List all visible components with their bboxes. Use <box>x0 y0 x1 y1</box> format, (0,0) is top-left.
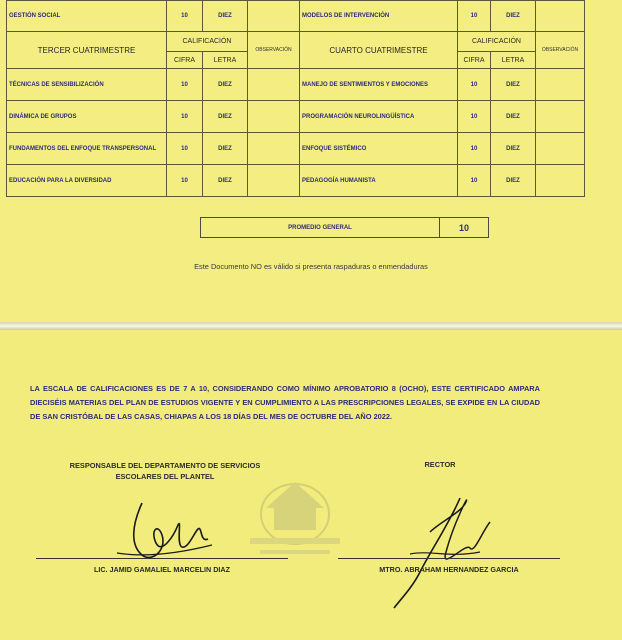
grade-cifra: 10 <box>458 101 491 133</box>
cifra-header: CIFRA <box>167 52 203 69</box>
grade-cifra: 10 <box>167 69 203 101</box>
grade-cifra: 10 <box>167 1 203 32</box>
observation-cell <box>536 69 585 101</box>
grade-letra: DIEZ <box>203 69 248 101</box>
rector-name: MTRO. ABRAHAM HERNANDEZ GARCIA <box>379 565 519 574</box>
grade-cifra: 10 <box>458 133 491 165</box>
services-dept-title-line2: ESCOLARES DEL PLANTEL <box>115 472 215 481</box>
grade-letra: DIEZ <box>491 165 536 197</box>
services-dept-title-line1: RESPONSABLE DEL DEPARTAMENTO DE SERVICIOS <box>69 461 261 470</box>
subject-name: ENFOQUE SISTÉMICO <box>300 133 458 165</box>
term-header-right: CUARTO CUATRIMESTRE <box>300 32 458 69</box>
subject-name: EDUCACIÓN PARA LA DIVERSIDAD <box>7 165 167 197</box>
grading-scale-statement: LA ESCALA DE CALIFICACIONES ES DE 7 A 10, CONSIDERANDO COMO MÍNIMO APROBATORIO 8 (OCHO), ESTE CERTIFICADO AMPARA DIECISÉIS MATERIAS DEL PLAN DE ESTUDIOS VIGENTE Y EN CUMPLIMIENTO A LAS PRESCRIPCIONES LEGALES, SE EXPIDE EN LA CIUDAD DE SAN CRISTÓBAL DE LAS CASAS, CHIAPAS A LOS 18 DÍAS DEL MES DE OCTUBRE DEL AÑO 2022. <box>30 384 540 421</box>
grade-cifra: 10 <box>458 1 491 32</box>
grade-letra: DIEZ <box>203 133 248 165</box>
promedio-label: PROMEDIO GENERAL <box>288 224 352 231</box>
grade-cifra: 10 <box>458 69 491 101</box>
observation-cell <box>248 69 300 101</box>
observacion-header: OBSERVACIÓN <box>536 32 585 69</box>
grade-letra: DIEZ <box>491 69 536 101</box>
term-header-left: TERCER CUATRIMESTRE <box>7 32 167 69</box>
grade-letra: DIEZ <box>203 165 248 197</box>
table-header-row <box>7 32 585 52</box>
subject-name: TÉCNICAS DE SENSIBILIZACIÓN <box>7 69 167 101</box>
page-fold <box>0 322 622 330</box>
left-signature <box>112 495 222 565</box>
letra-header: LETRA <box>491 52 536 69</box>
letra-header: LETRA <box>203 52 248 69</box>
table-row <box>7 165 585 197</box>
grade-cifra: 10 <box>458 165 491 197</box>
table-row <box>7 1 585 32</box>
table-row <box>7 69 585 101</box>
observation-cell <box>536 101 585 133</box>
subject-name: PEDAGOGÍA HUMANISTA <box>300 165 458 197</box>
grade-cifra: 10 <box>167 133 203 165</box>
grade-cifra: 10 <box>167 165 203 197</box>
table-row <box>7 101 585 133</box>
validity-notice: Este Documento NO es válido si presenta raspaduras o enmendaduras <box>194 262 428 271</box>
official-seal-watermark <box>236 468 354 564</box>
subject-name: FUNDAMENTOS DEL ENFOQUE TRANSPERSONAL <box>7 133 167 165</box>
observation-cell <box>248 1 300 32</box>
right-signature-line <box>338 558 560 559</box>
subject-name: GESTIÓN SOCIAL <box>7 1 167 32</box>
calificacion-header: CALIFICACIÓN <box>458 32 536 52</box>
observacion-header: OBSERVACIÓN <box>248 32 300 69</box>
subject-name: DINÁMICA DE GRUPOS <box>7 101 167 133</box>
grade-letra: DIEZ <box>491 133 536 165</box>
observation-cell <box>248 165 300 197</box>
subject-name: PROGRAMACIÓN NEUROLINGÜÍSTICA <box>300 101 458 133</box>
right-signature <box>370 492 500 612</box>
rector-title: RECTOR <box>424 460 456 469</box>
observation-cell <box>248 133 300 165</box>
subject-name: MANEJO DE SENTIMIENTOS Y EMOCIONES <box>300 69 458 101</box>
observation-cell <box>536 165 585 197</box>
cifra-header: CIFRA <box>458 52 491 69</box>
observation-cell <box>248 101 300 133</box>
grades-table <box>6 0 585 197</box>
observation-cell <box>536 1 585 32</box>
observation-cell <box>536 133 585 165</box>
grade-cifra: 10 <box>167 101 203 133</box>
grade-letra: DIEZ <box>203 1 248 32</box>
left-signature-line <box>36 558 288 559</box>
subject-name: MODELOS DE INTERVENCIÓN <box>300 1 458 32</box>
grade-letra: DIEZ <box>491 101 536 133</box>
promedio-value: 10 <box>439 218 488 237</box>
table-row <box>7 133 585 165</box>
grade-letra: DIEZ <box>203 101 248 133</box>
promedio-general-box <box>200 217 489 238</box>
services-dept-name: LIC. JAMID GAMALIEL MARCELIN DIAZ <box>93 565 231 574</box>
grade-letra: DIEZ <box>491 1 536 32</box>
calificacion-header: CALIFICACIÓN <box>167 32 248 52</box>
